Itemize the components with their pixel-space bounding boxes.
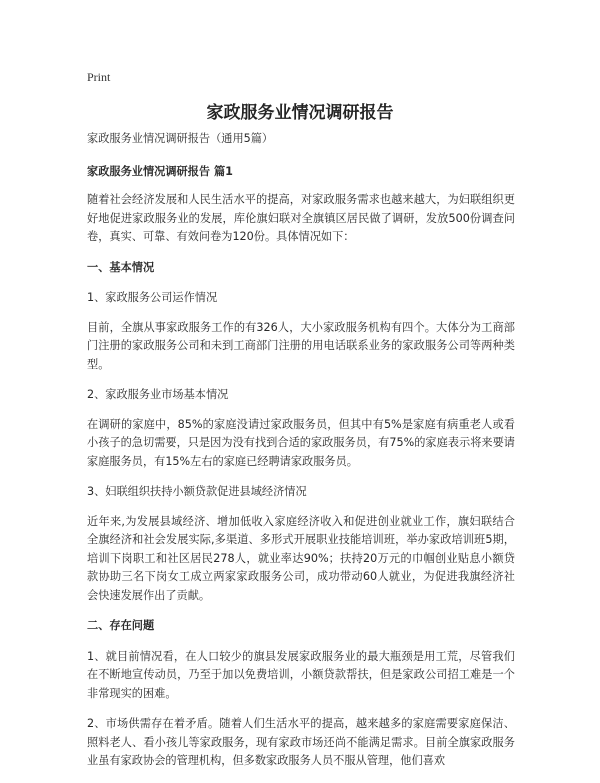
page-title: 家政服务业情况调研报告	[206, 103, 394, 123]
item-paragraph-company-operation: 目前，全旗从事家政服务工作的有326人，大小家政服务机构有四个。大体分为工商部门注册的家政服务公司和未到工商部门注册的用电话联系业务的家政服务公司等两种类型。	[87, 320, 515, 371]
item-paragraph-market: 在调研的家庭中，85%的家庭没请过家政服务员，但其中有5%是家庭有病重老人或看小孩子的急切需要，只是因为没有找到合适的家政服务员，有75%的家庭表示将来要请家庭服务员，有15%左右的家庭已经聘请家政服务员。	[87, 417, 515, 468]
document-body	[87, 130, 515, 783]
item-heading-microloan: 3、妇联组织扶持小额贷款促进县域经济情况	[87, 485, 307, 498]
section-heading-problems: 二、存在问题	[87, 619, 155, 632]
article-heading: 家政服务业情况调研报告 篇1	[87, 164, 233, 178]
print-link[interactable]: Print	[87, 70, 111, 84]
intro-paragraph: 随着社会经济发展和人民生活水平的提高，对家政服务需求也越来越大，为妇联组织更好地促进家政服务业的发展，库伦旗妇联对全旗镇区居民做了调研，发放500份调查问卷，真实、可靠、有效问卷为120份。具体情况如下：	[87, 193, 515, 243]
item-paragraph-microloan: 近年来,为发展县域经济、增加低收入家庭经济收入和促进创业就业工作，旗妇联结合全旗经济和社会发展实际,多渠道、多形式开展职业技能培训班，举办家政培训班5期，培训下岗职工和社区居民278人，就业率达90%；扶持20万元的巾帼创业贴息小额贷款协助三名下岗女工成立两家家政服务公司，成功带动60人就业，为促进我旗经济社会快速发展作出了贡献。	[87, 514, 515, 602]
section-heading-basic: 一、基本情况	[87, 260, 155, 274]
item-heading-company-operation: 1、家政服务公司运作情况	[87, 291, 218, 304]
problem-paragraph-labor: 1、就目前情况看，在人口较少的旗县发展家政服务业的最大瓶颈是用工荒，尽管我们在不断地宣传动员，乃至于加以免费培训，小额贷款帮扶，但是家政公司招工难是一个非常现实的困难。	[87, 649, 515, 700]
item-heading-market: 2、家政服务业市场基本情况	[87, 388, 229, 401]
problem-paragraph-supply-demand: 2、市场供需存在着矛盾。随着人们生活水平的提高，越来越多的家庭需要家庭保洁、照料老人、看小孩儿等家政服务，现有家政市场还尚不能满足需求。目前全旗家政服务业虽有家政协会的管理机构，但多数家政服务人员不服从管理，他们喜欢	[87, 717, 515, 767]
document-subtitle: 家政服务业情况调研报告（通用5篇）	[87, 132, 274, 145]
